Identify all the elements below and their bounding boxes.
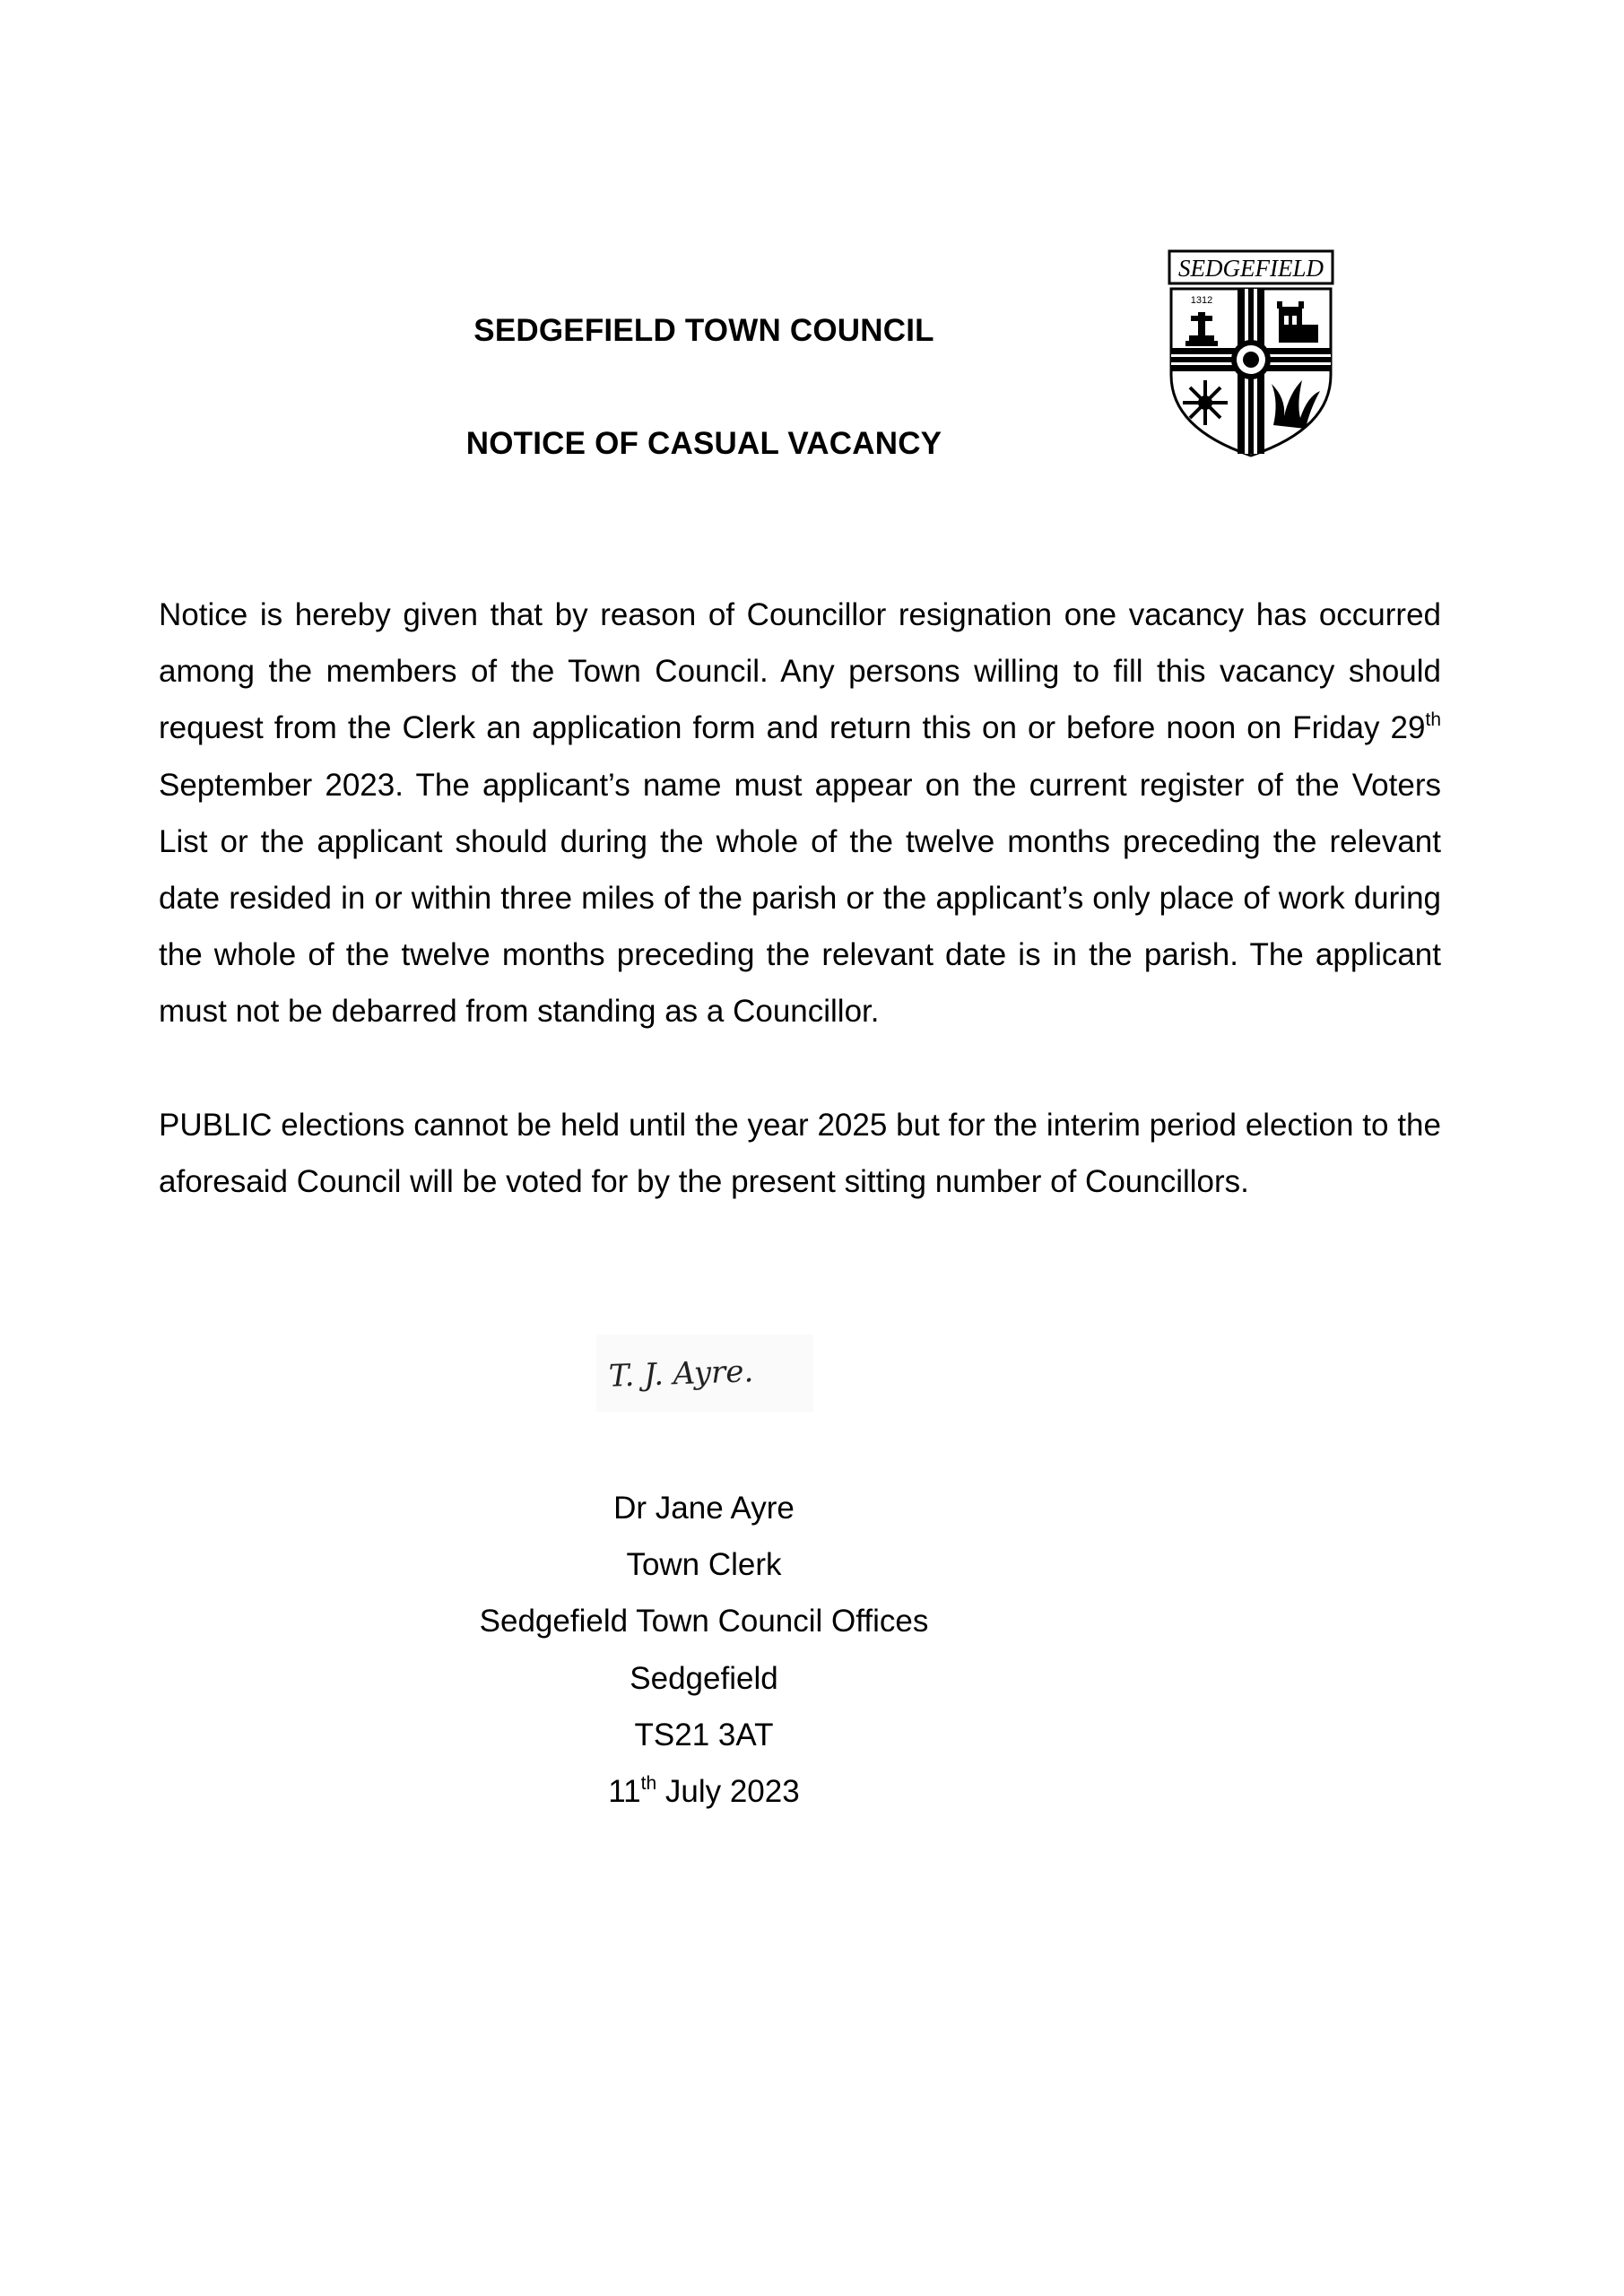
notice-paragraph	[159, 587, 1441, 1040]
notice-title: NOTICE OF CASUAL VACANCY	[465, 426, 942, 461]
coat-of-arms-icon	[1166, 249, 1336, 457]
notice-date-day: 11	[608, 1774, 641, 1810]
handwritten-signature	[596, 1335, 813, 1412]
ordinal-suffix: th	[1425, 709, 1441, 731]
signature-text: T. J. Ayre.	[608, 1353, 754, 1395]
signatory-name: Dr Jane Ayre	[613, 1491, 795, 1526]
crest-year: 1312	[1190, 295, 1213, 306]
signatory-town: Sedgefield	[630, 1660, 778, 1696]
crest-banner-text: SEDGEFIELD	[1178, 255, 1324, 282]
signatory-postcode: TS21 3AT	[634, 1717, 774, 1752]
notice-date-ordinal: th	[640, 1773, 657, 1795]
notice-paragraph-part-2: September 2023. The applicant’s name must appear on the current register of the Voters List or the applicant should during the whole of the twelve months preceding the relevant date resided in or within three miles of the parish or the applicant’s only place of work during the whole of the twelve months preceding the relevant date is in the parish. The applicant must not be debarred from standing as a Councillor.	[159, 767, 1441, 1030]
signatory-office: Sedgefield Town Council Offices	[479, 1604, 929, 1639]
notice-date-rest: July 2023	[656, 1774, 800, 1810]
council-title: SEDGEFIELD TOWN COUNCIL	[473, 313, 934, 348]
signatory-block	[430, 1480, 977, 1820]
notice-date	[430, 1763, 977, 1820]
notice-paragraph-part-1: Notice is hereby given that by reason of Councillor resignation one vacancy has occurred among the members of the Town Council. Any persons willing to fill this vacancy should request from the Clerk an application form and return this on or before noon on Friday 29	[159, 597, 1441, 746]
elections-paragraph: PUBLIC elections cannot be held until the year 2025 but for the interim period election to the aforesaid Council will be voted for by the present sitting number of Councillors.	[159, 1108, 1441, 1200]
signatory-role: Town Clerk	[626, 1547, 782, 1583]
